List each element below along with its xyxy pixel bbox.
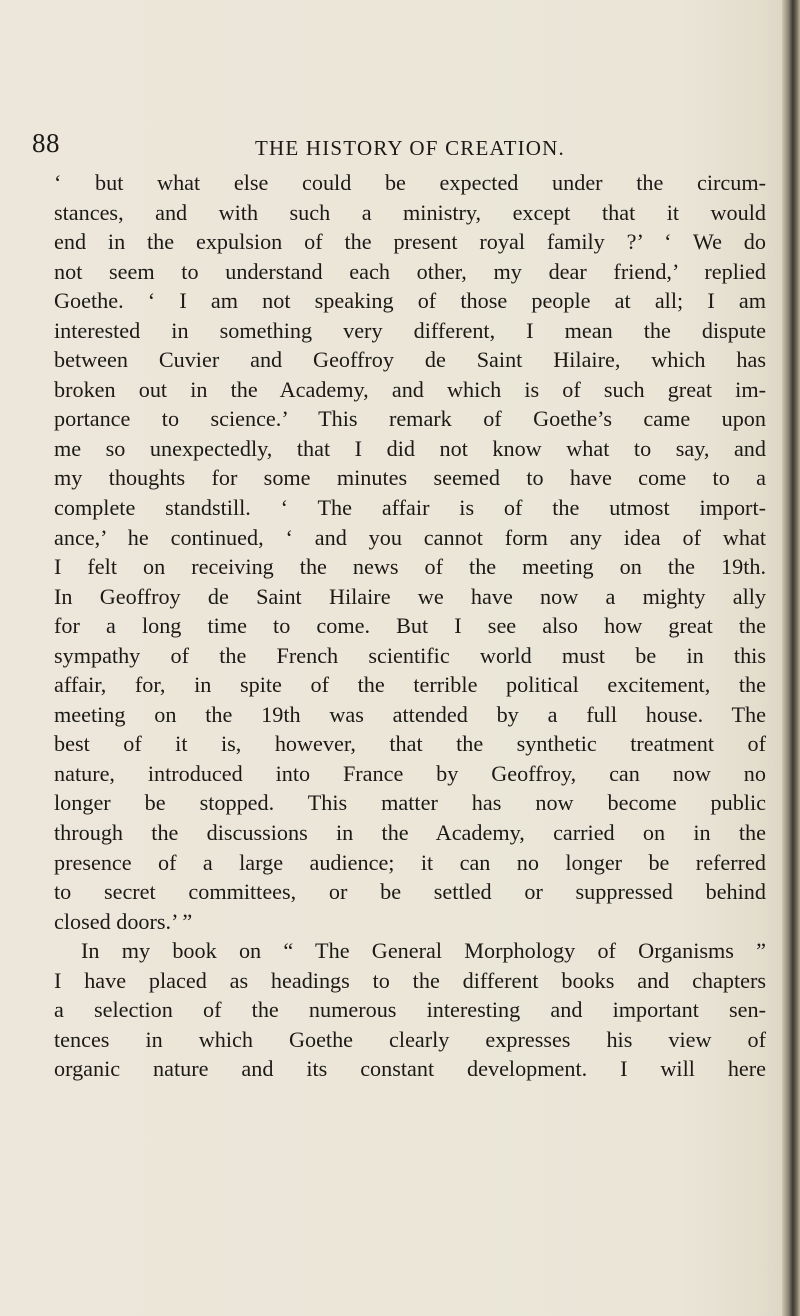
text-line: ance,’ he continued, ‘ and you cannot form any idea of what bbox=[54, 524, 766, 550]
text-line: longer be stopped. This matter has now become public bbox=[54, 790, 766, 816]
text-line: my thoughts for some minutes seemed to have come to a bbox=[54, 465, 766, 491]
text-line: I felt on receiving the news of the meeting on the 19th. bbox=[54, 554, 766, 580]
text-line: organic nature and its constant development. I will here bbox=[54, 1056, 766, 1082]
text-line: portance to science.’ This remark of Goethe’s came upon bbox=[54, 406, 766, 432]
text-line: stances, and with such a ministry, except that it would bbox=[54, 199, 766, 225]
text-line: broken out in the Academy, and which is of such great im- bbox=[54, 376, 766, 402]
text-line: interested in something very different, I mean the dispute bbox=[54, 317, 766, 343]
page-number: 88 bbox=[32, 128, 60, 158]
text-line: I have placed as headings to the different books and chapters bbox=[54, 967, 766, 993]
running-header bbox=[32, 128, 772, 158]
text-line: presence of a large audience; it can no longer be referred bbox=[54, 849, 766, 875]
text-line: sympathy of the French scientific world must be in this bbox=[54, 642, 766, 668]
running-title: THE HISTORY OF CREATION. bbox=[255, 136, 565, 160]
text-line: ‘ but what else could be expected under the circum- bbox=[54, 170, 766, 195]
text-line: meeting on the 19th was attended by a full house. The bbox=[54, 701, 766, 727]
text-line: to secret committees, or be settled or suppressed behind bbox=[54, 879, 766, 905]
text-line: not seem to understand each other, my dear friend,’ replied bbox=[54, 258, 766, 284]
text-line: In Geoffroy de Saint Hilaire we have now a mighty ally bbox=[54, 583, 766, 609]
body-text bbox=[54, 168, 766, 1084]
page-edge-shadow bbox=[782, 0, 800, 1316]
text-line: end in the expulsion of the present royal family ?’ ‘ We do bbox=[54, 229, 766, 255]
text-line: In my book on “ The General Morphology of Organisms ” bbox=[81, 938, 766, 964]
text-line: Goethe. ‘ I am not speaking of those people at all; I am bbox=[54, 288, 766, 314]
text-line: nature, introduced into France by Geoffroy, can now no bbox=[54, 760, 766, 786]
text-line: closed doors.’ ” bbox=[54, 908, 193, 934]
text-line: me so unexpectedly, that I did not know what to say, and bbox=[54, 435, 766, 461]
text-line: complete standstill. ‘ The affair is of the utmost import- bbox=[54, 495, 766, 521]
text-line: affair, for, in spite of the terrible political excitement, the bbox=[54, 672, 766, 698]
text-line: through the discussions in the Academy, carried on in the bbox=[54, 820, 766, 846]
text-line: for a long time to come. But I see also how great the bbox=[54, 613, 766, 639]
text-line: between Cuvier and Geoffroy de Saint Hilaire, which has bbox=[54, 347, 766, 373]
text-line: best of it is, however, that the synthetic treatment of bbox=[54, 731, 766, 757]
text-line: tences in which Goethe clearly expresses his view of bbox=[54, 1026, 766, 1052]
text-line: a selection of the numerous interesting and important sen- bbox=[54, 997, 766, 1023]
